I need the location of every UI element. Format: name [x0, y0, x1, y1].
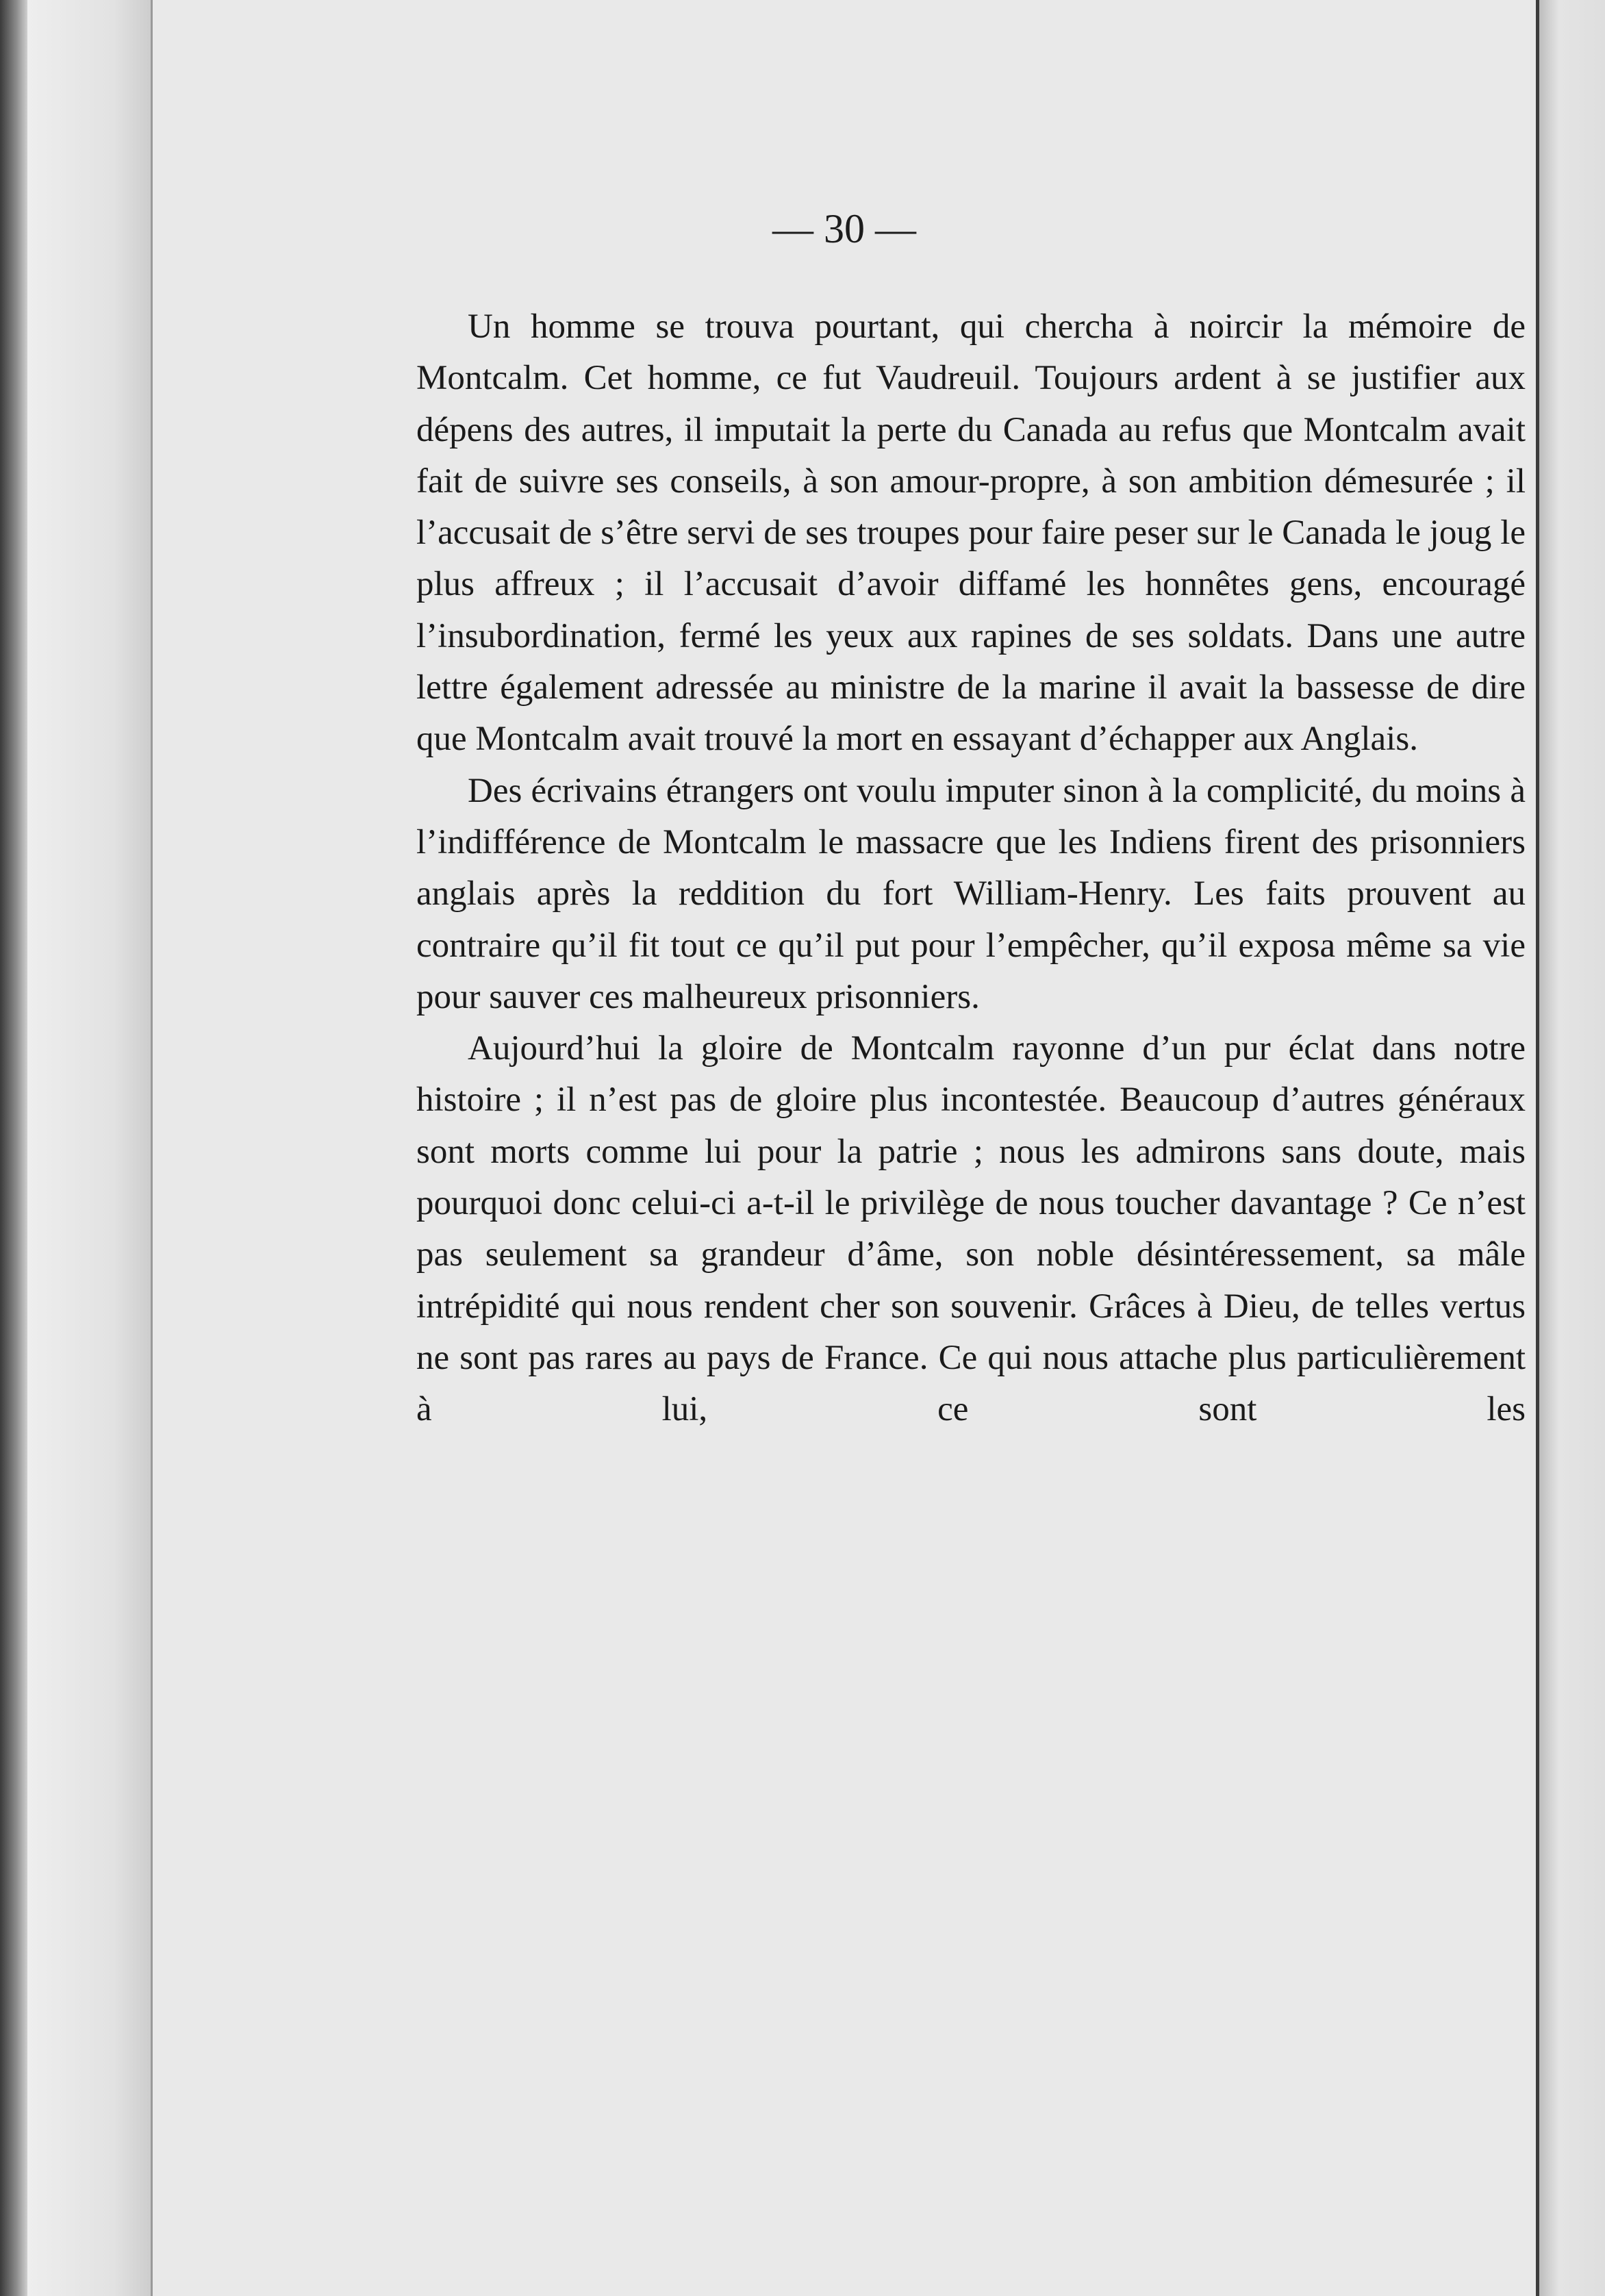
- paragraph-vaudreuil: Un homme se trouva pourtant, qui chercha à noircir la mémoire de Montcalm. Cet homme, ce fut Vaudreuil. Toujours ardent à se justifier aux dépens des autres, il imputait la perte du Canada au refus que Montcalm avait fait de suivre ses conseils, à son amour-propre, à son ambition démesurée ; il l’accusait de s’être servi de ses troupes pour faire peser sur le Canada le joug le plus affreux ; il l’accusait d’avoir diffamé les honnêtes gens, encouragé l’insubordination, fermé les yeux aux rapines de ses soldats. Dans une autre lettre également adressée au ministre de la marine il avait la bassesse de dire que Montcalm avait trouvé la mort en essayant d’échapper aux Anglais.: [416, 307, 1526, 759]
- scan-edge-right: [1536, 0, 1605, 2296]
- binding-margin: [27, 0, 153, 2296]
- body-text: [416, 301, 1526, 1436]
- paragraph-gloire: Aujourd’hui la gloire de Montcalm rayonne d’un pur éclat dans notre histoire ; il n’est pas de gloire plus incontestée. Beaucoup d’autres généraux sont morts comme lui pour la patrie ; nous les admirons sans doute, mais pourquoi donc celui-ci a-t-il le privilège de nous toucher davantage ? Ce n’est pas seulement sa grandeur d’âme, son noble désintéressement, sa mâle intrépidité qui nous rendent cher son souvenir. Grâces à Dieu, de telles vertus ne sont pas rares au pays de France. Ce qui nous attache plus particulièrement à lui, ce sont les: [416, 1029, 1526, 1429]
- scan-edge-left: [0, 0, 27, 2296]
- page-number: — 30 —: [772, 206, 916, 251]
- book-page: [153, 0, 1536, 2296]
- paragraph-william-henry: Des écrivains étrangers ont voulu imputer sinon à la complicité, du moins à l’indifférence de Montcalm le massacre que les Indiens firent des prisonniers anglais après la reddition du fort William-Henry. Les faits prouvent au contraire qu’il fit tout ce qu’il put pour l’empêcher, qu’il exposa même sa vie pour sauver ces malheureux prisonniers.: [416, 771, 1526, 1016]
